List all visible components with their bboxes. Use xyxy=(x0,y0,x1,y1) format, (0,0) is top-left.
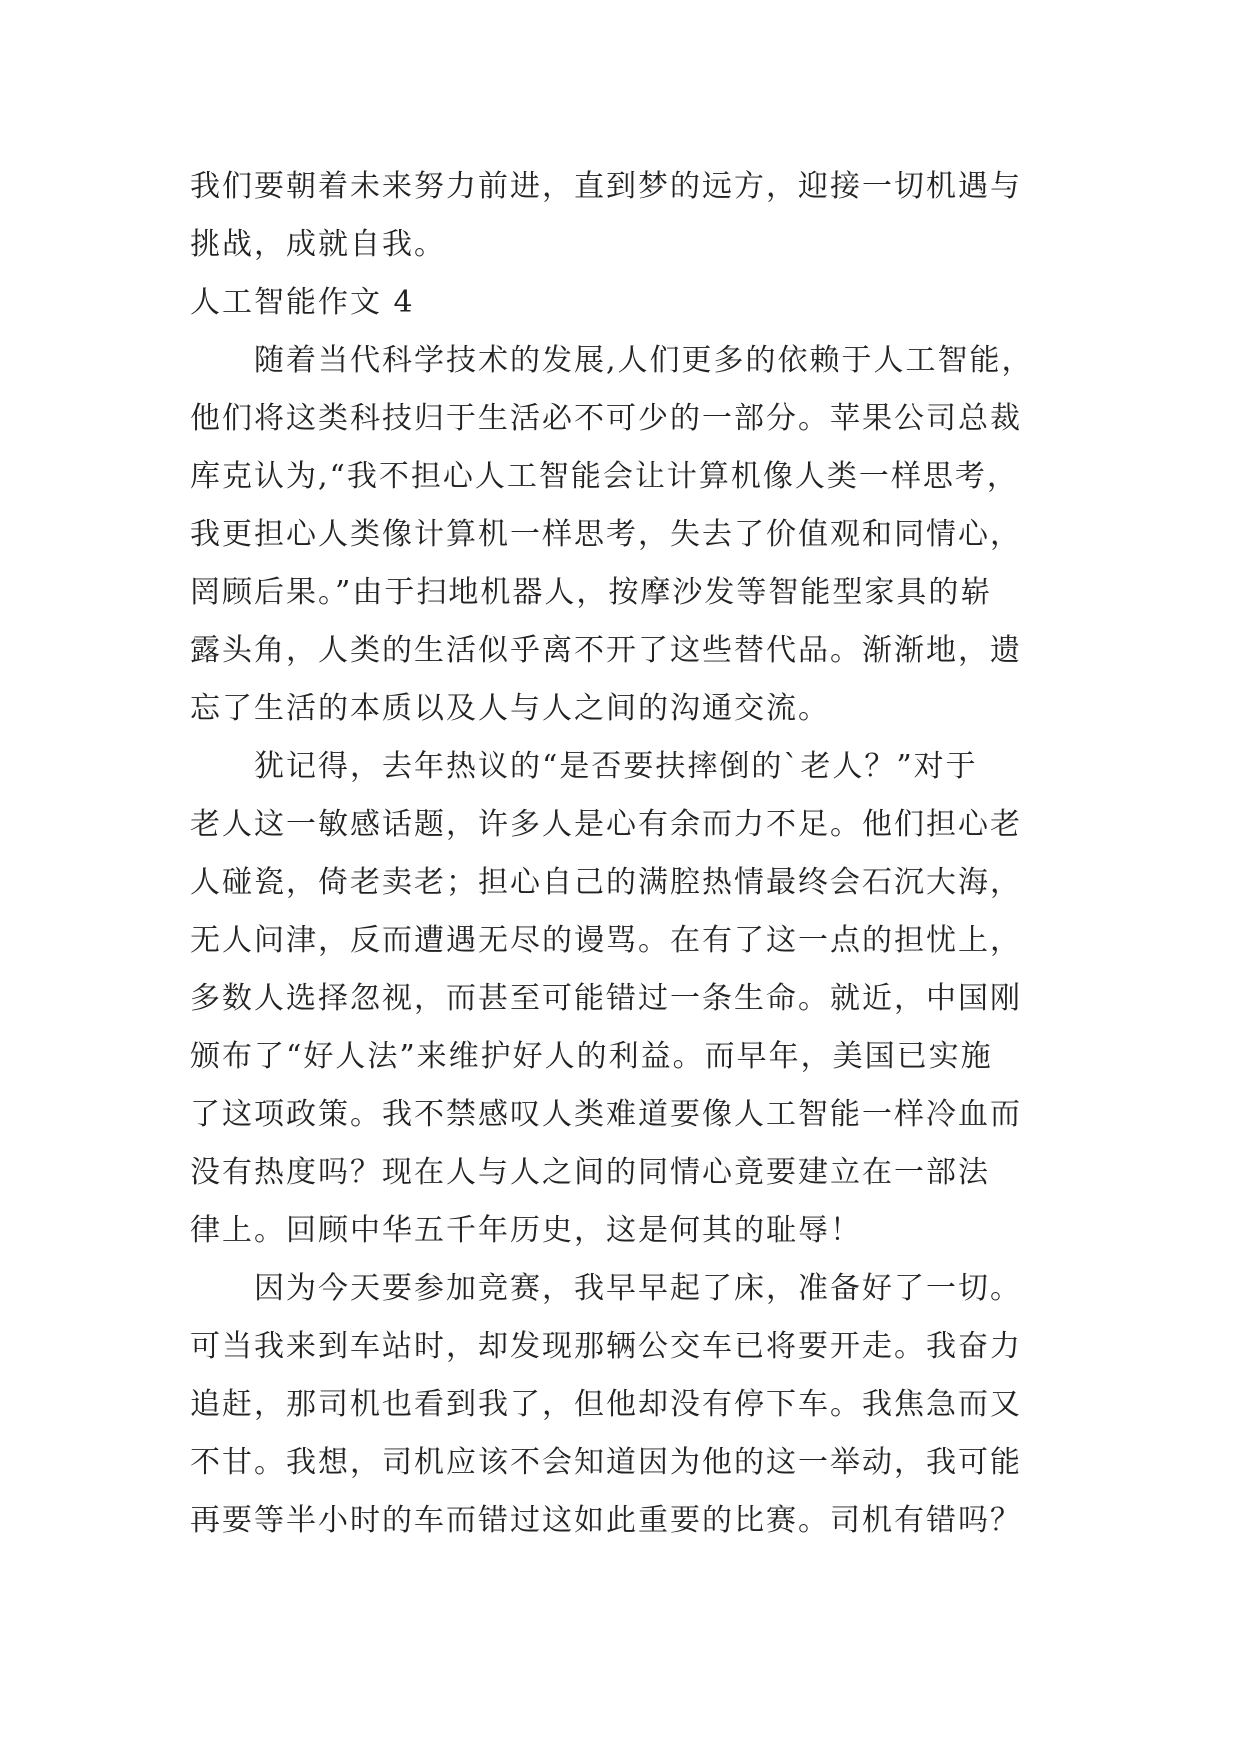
section-heading: 人工智能作文 4 xyxy=(190,285,415,320)
text-line: 犹记得，去年热议的“是否要扶摔倒的`老人？”对于 xyxy=(190,749,978,784)
document-body xyxy=(190,158,1052,1550)
text-line: 无人问津，反而遭遇无尽的谩骂。在有了这一点的担忧上， xyxy=(190,923,1022,958)
text-line: 罔顾后果。”由于扫地机器人，按摩沙发等智能型家具的崭 xyxy=(190,575,993,610)
text-line: 追赶，那司机也看到我了，但他却没有停下车。我焦急而又 xyxy=(190,1387,1022,1422)
text-line: 多数人选择忽视，而甚至可能错过一条生命。就近，中国刚 xyxy=(190,981,1022,1016)
text-line: 随着当代科学技术的发展,人们更多的依赖于人工智能， xyxy=(190,343,1034,378)
text-line: 可当我来到车站时，却发现那辆公交车已将要开走。我奋力 xyxy=(190,1329,1022,1364)
text-line: 他们将这类科技归于生活必不可少的一部分。苹果公司总裁 xyxy=(190,401,1022,436)
text-line: 再要等半小时的车而错过这如此重要的比赛。司机有错吗？ xyxy=(190,1503,1022,1538)
text-line: 颁布了“好人法”来维护好人的利益。而早年，美国已实施 xyxy=(190,1039,993,1074)
text-line: 我更担心人类像计算机一样思考，失去了价值观和同情心， xyxy=(190,517,1022,552)
text-line: 人碰瓷，倚老卖老；担心自己的满腔热情最终会石沉大海， xyxy=(190,865,1022,900)
text-line: 露头角，人类的生活似乎离不开了这些替代品。渐渐地，遗 xyxy=(190,633,1022,668)
text-line: 忘了生活的本质以及人与人之间的沟通交流。 xyxy=(190,691,830,726)
text-line: 挑战，成就自我。 xyxy=(190,227,446,262)
text-line: 我们要朝着未来努力前进，直到梦的远方，迎接一切机遇与 xyxy=(190,169,1022,204)
text-line: 律上。回顾中华五千年历史，这是何其的耻辱！ xyxy=(190,1213,862,1248)
text-line: 库克认为,“我不担心人工智能会让计算机像人类一样思考， xyxy=(190,459,1019,494)
text-line: 了这项政策。我不禁感叹人类难道要像人工智能一样冷血而 xyxy=(190,1097,1022,1132)
text-line: 老人这一敏感话题，许多人是心有余而力不足。他们担心老 xyxy=(190,807,1022,842)
text-line: 因为今天要参加竞赛，我早早起了床，准备好了一切。 xyxy=(190,1271,1022,1306)
text-line: 不甘。我想，司机应该不会知道因为他的这一举动，我可能 xyxy=(190,1445,1022,1480)
text-line: 没有热度吗？现在人与人之间的同情心竟要建立在一部法 xyxy=(190,1155,990,1190)
